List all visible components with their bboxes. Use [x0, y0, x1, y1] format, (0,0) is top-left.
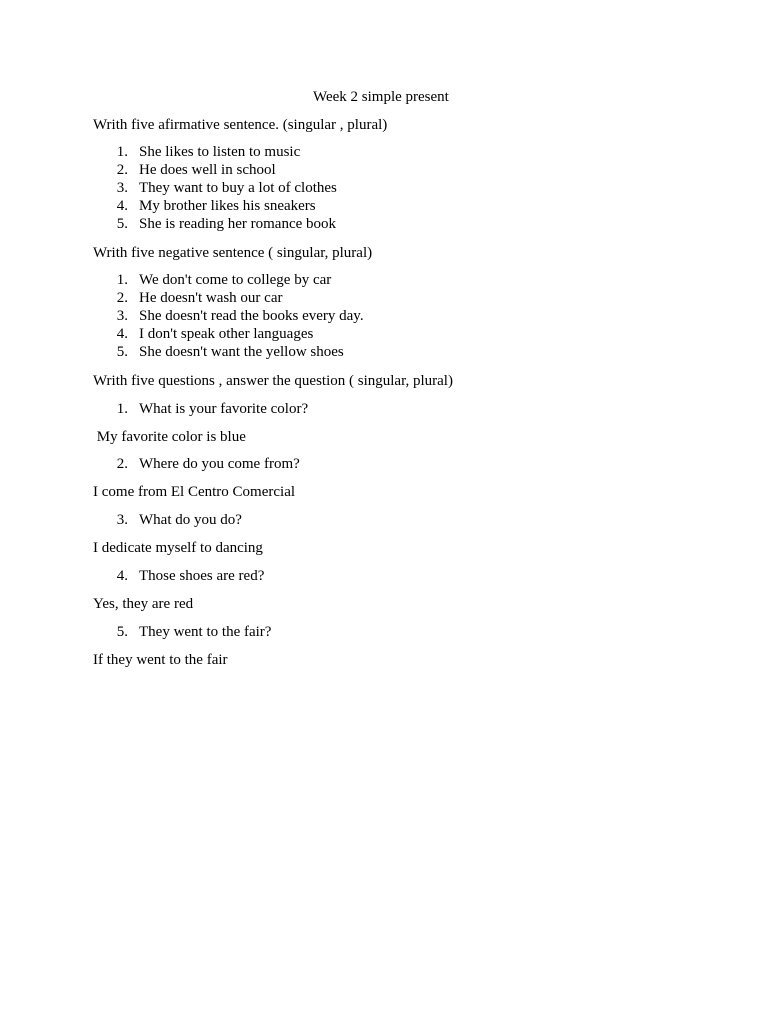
- answer-text: If they went to the fair: [93, 652, 228, 668]
- affirmative-heading: Writh five afirmative sentence. (singular , plural): [93, 117, 388, 133]
- answer-text: I dedicate myself to dancing: [93, 540, 263, 556]
- list-item: She doesn't read the books every day.: [139, 308, 364, 324]
- answer-text: I come from El Centro Comercial: [93, 484, 296, 500]
- question-text: What is your favorite color?: [139, 401, 309, 417]
- answer-text: My favorite color is blue: [93, 429, 246, 445]
- document-title: Week 2 simple present: [313, 89, 449, 105]
- questions-heading: Writh five questions , answer the question ( singular, plural): [93, 373, 453, 389]
- list-item-number: 3.: [116, 308, 128, 324]
- list-item-number: 3.: [116, 180, 128, 196]
- list-item-number: 2.: [116, 162, 128, 178]
- question-text: Those shoes are red?: [139, 568, 265, 584]
- question-text: Where do you come from?: [139, 456, 300, 472]
- question-text: They went to the fair?: [139, 624, 272, 640]
- list-item-number: 5.: [116, 344, 128, 360]
- answer-text: Yes, they are red: [93, 596, 194, 612]
- list-item: My brother likes his sneakers: [139, 198, 316, 214]
- list-item: We don't come to college by car: [139, 272, 332, 288]
- list-item-number: 2.: [116, 290, 128, 306]
- list-item: She likes to listen to music: [139, 144, 301, 160]
- question-number: 4.: [116, 568, 128, 584]
- question-number: 5.: [116, 624, 128, 640]
- list-item: They want to buy a lot of clothes: [139, 180, 337, 196]
- list-item: I don't speak other languages: [139, 326, 314, 342]
- question-text: What do you do?: [139, 512, 242, 528]
- list-item: He doesn't wash our car: [139, 290, 283, 306]
- list-item: She doesn't want the yellow shoes: [139, 344, 344, 360]
- question-number: 1.: [116, 401, 128, 417]
- list-item-number: 1.: [116, 272, 128, 288]
- list-item: He does well in school: [139, 162, 276, 178]
- list-item-number: 5.: [116, 216, 128, 232]
- list-item-number: 1.: [116, 144, 128, 160]
- list-item-number: 4.: [116, 326, 128, 342]
- list-item-number: 4.: [116, 198, 128, 214]
- negative-heading: Writh five negative sentence ( singular, plural): [93, 245, 373, 261]
- list-item: She is reading her romance book: [139, 216, 337, 232]
- question-number: 2.: [116, 456, 128, 472]
- question-number: 3.: [116, 512, 128, 528]
